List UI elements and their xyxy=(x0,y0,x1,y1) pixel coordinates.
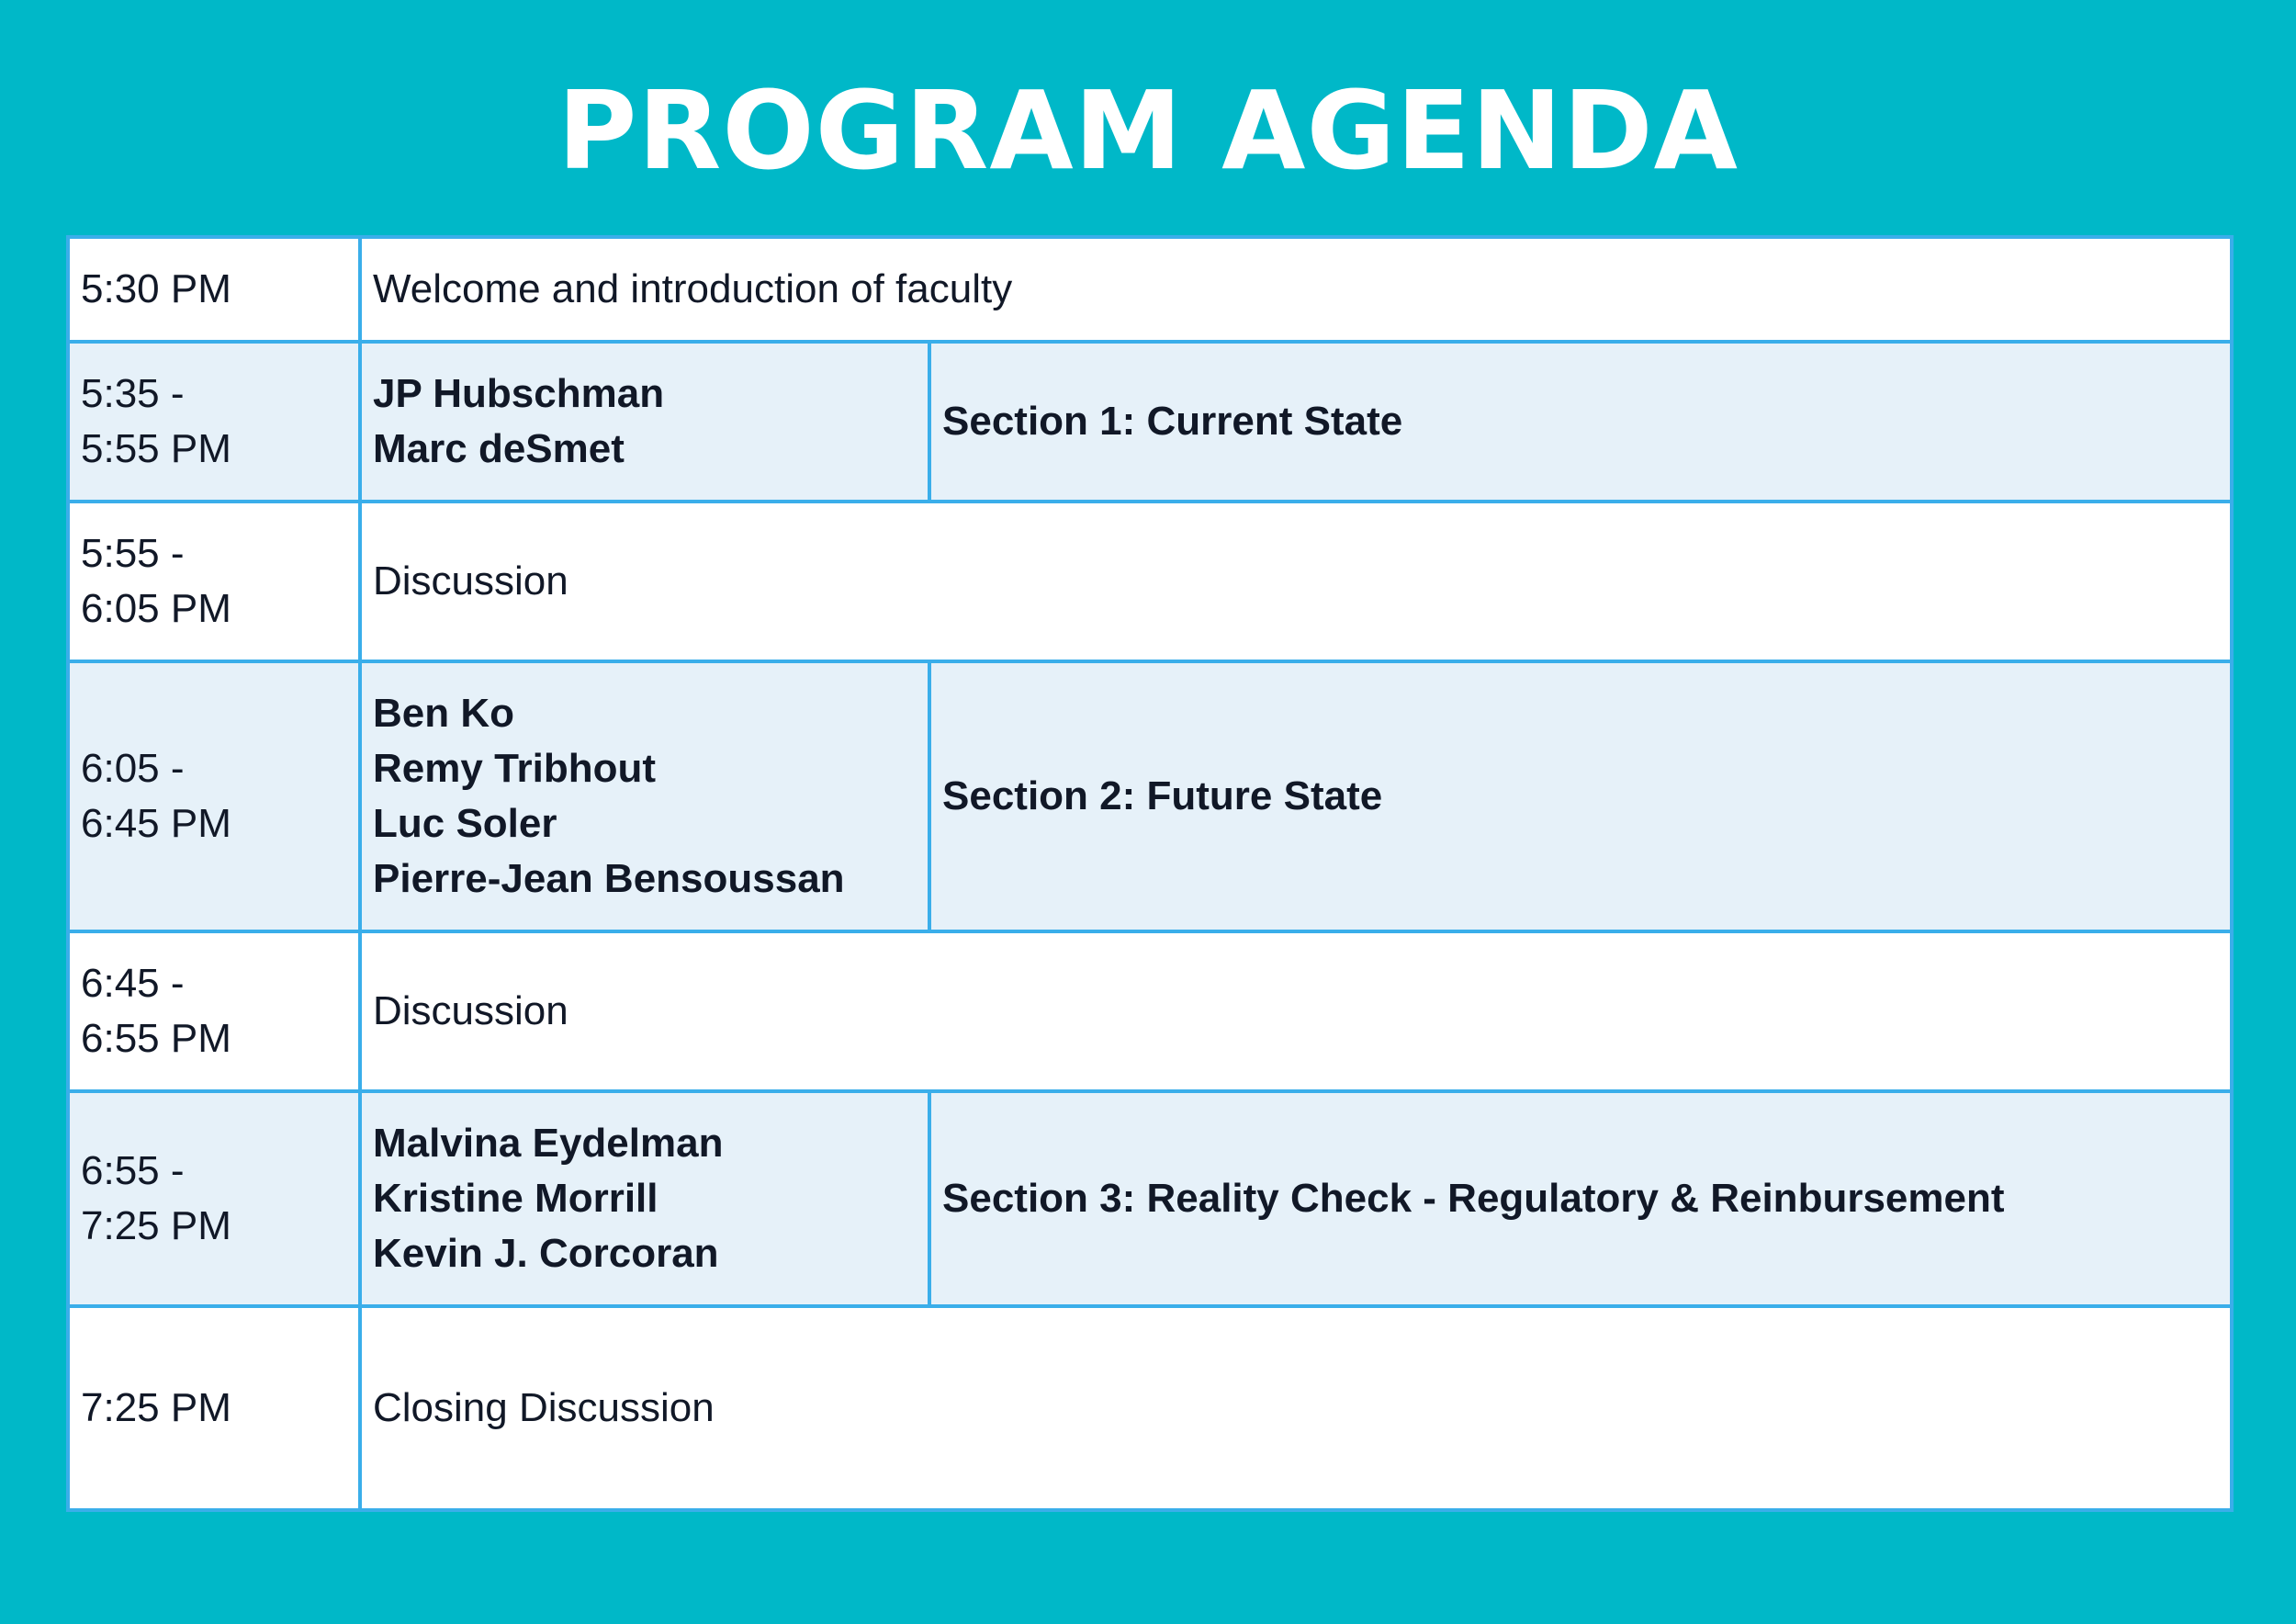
time-line: 5:30 PM xyxy=(81,266,231,311)
agenda-row-discussion xyxy=(68,931,2232,1091)
speaker-name: Pierre-Jean Bensoussan xyxy=(373,856,845,901)
session-description: Discussion xyxy=(360,931,2232,1091)
speaker-name: Luc Soler xyxy=(373,801,557,846)
time-line: 6:55 PM xyxy=(81,1016,231,1061)
time-line: 5:35 - xyxy=(81,371,185,416)
page-title: PROGRAM AGENDA xyxy=(557,67,1739,194)
agenda-row-discussion xyxy=(68,502,2232,661)
speaker-name: Marc deSmet xyxy=(373,426,625,471)
agenda-row-welcome xyxy=(68,237,2232,342)
agenda-row-section-1 xyxy=(68,342,2232,502)
speaker-name: Malvina Eydelman xyxy=(373,1121,724,1166)
time-cell xyxy=(68,342,360,502)
time-line: 6:45 PM xyxy=(81,801,231,846)
section-title: Section 2: Future State xyxy=(929,661,2232,931)
speakers-cell xyxy=(360,1091,929,1306)
speaker-name: Ben Ko xyxy=(373,691,514,736)
time-cell xyxy=(68,237,360,342)
speaker-name: Kevin J. Corcoran xyxy=(373,1231,719,1276)
time-cell xyxy=(68,931,360,1091)
session-description: Closing Discussion xyxy=(360,1306,2232,1510)
speaker-name: Remy Tribhout xyxy=(373,746,657,791)
time-line: 7:25 PM xyxy=(81,1385,231,1430)
time-cell xyxy=(68,1306,360,1510)
time-line: 7:25 PM xyxy=(81,1203,231,1248)
time-cell xyxy=(68,1091,360,1306)
time-line: 6:45 - xyxy=(81,961,185,1006)
time-cell xyxy=(68,502,360,661)
speakers-cell xyxy=(360,342,929,502)
agenda-row-closing xyxy=(68,1306,2232,1510)
section-title: Section 1: Current State xyxy=(929,342,2232,502)
agenda-row-section-3 xyxy=(68,1091,2232,1306)
speaker-name: Kristine Morrill xyxy=(373,1176,658,1221)
time-line: 5:55 - xyxy=(81,531,185,576)
speakers-cell xyxy=(360,661,929,931)
time-line: 6:05 PM xyxy=(81,586,231,631)
session-description: Discussion xyxy=(360,502,2232,661)
agenda-row-section-2 xyxy=(68,661,2232,931)
session-description: Welcome and introduction of faculty xyxy=(360,237,2232,342)
time-line: 6:05 - xyxy=(81,746,185,791)
time-line: 5:55 PM xyxy=(81,426,231,471)
time-cell xyxy=(68,661,360,931)
time-line: 6:55 - xyxy=(81,1148,185,1193)
speaker-name: JP Hubschman xyxy=(373,371,665,416)
agenda-table xyxy=(66,235,2234,1512)
section-title: Section 3: Reality Check - Regulatory & Reinbursement xyxy=(929,1091,2232,1306)
